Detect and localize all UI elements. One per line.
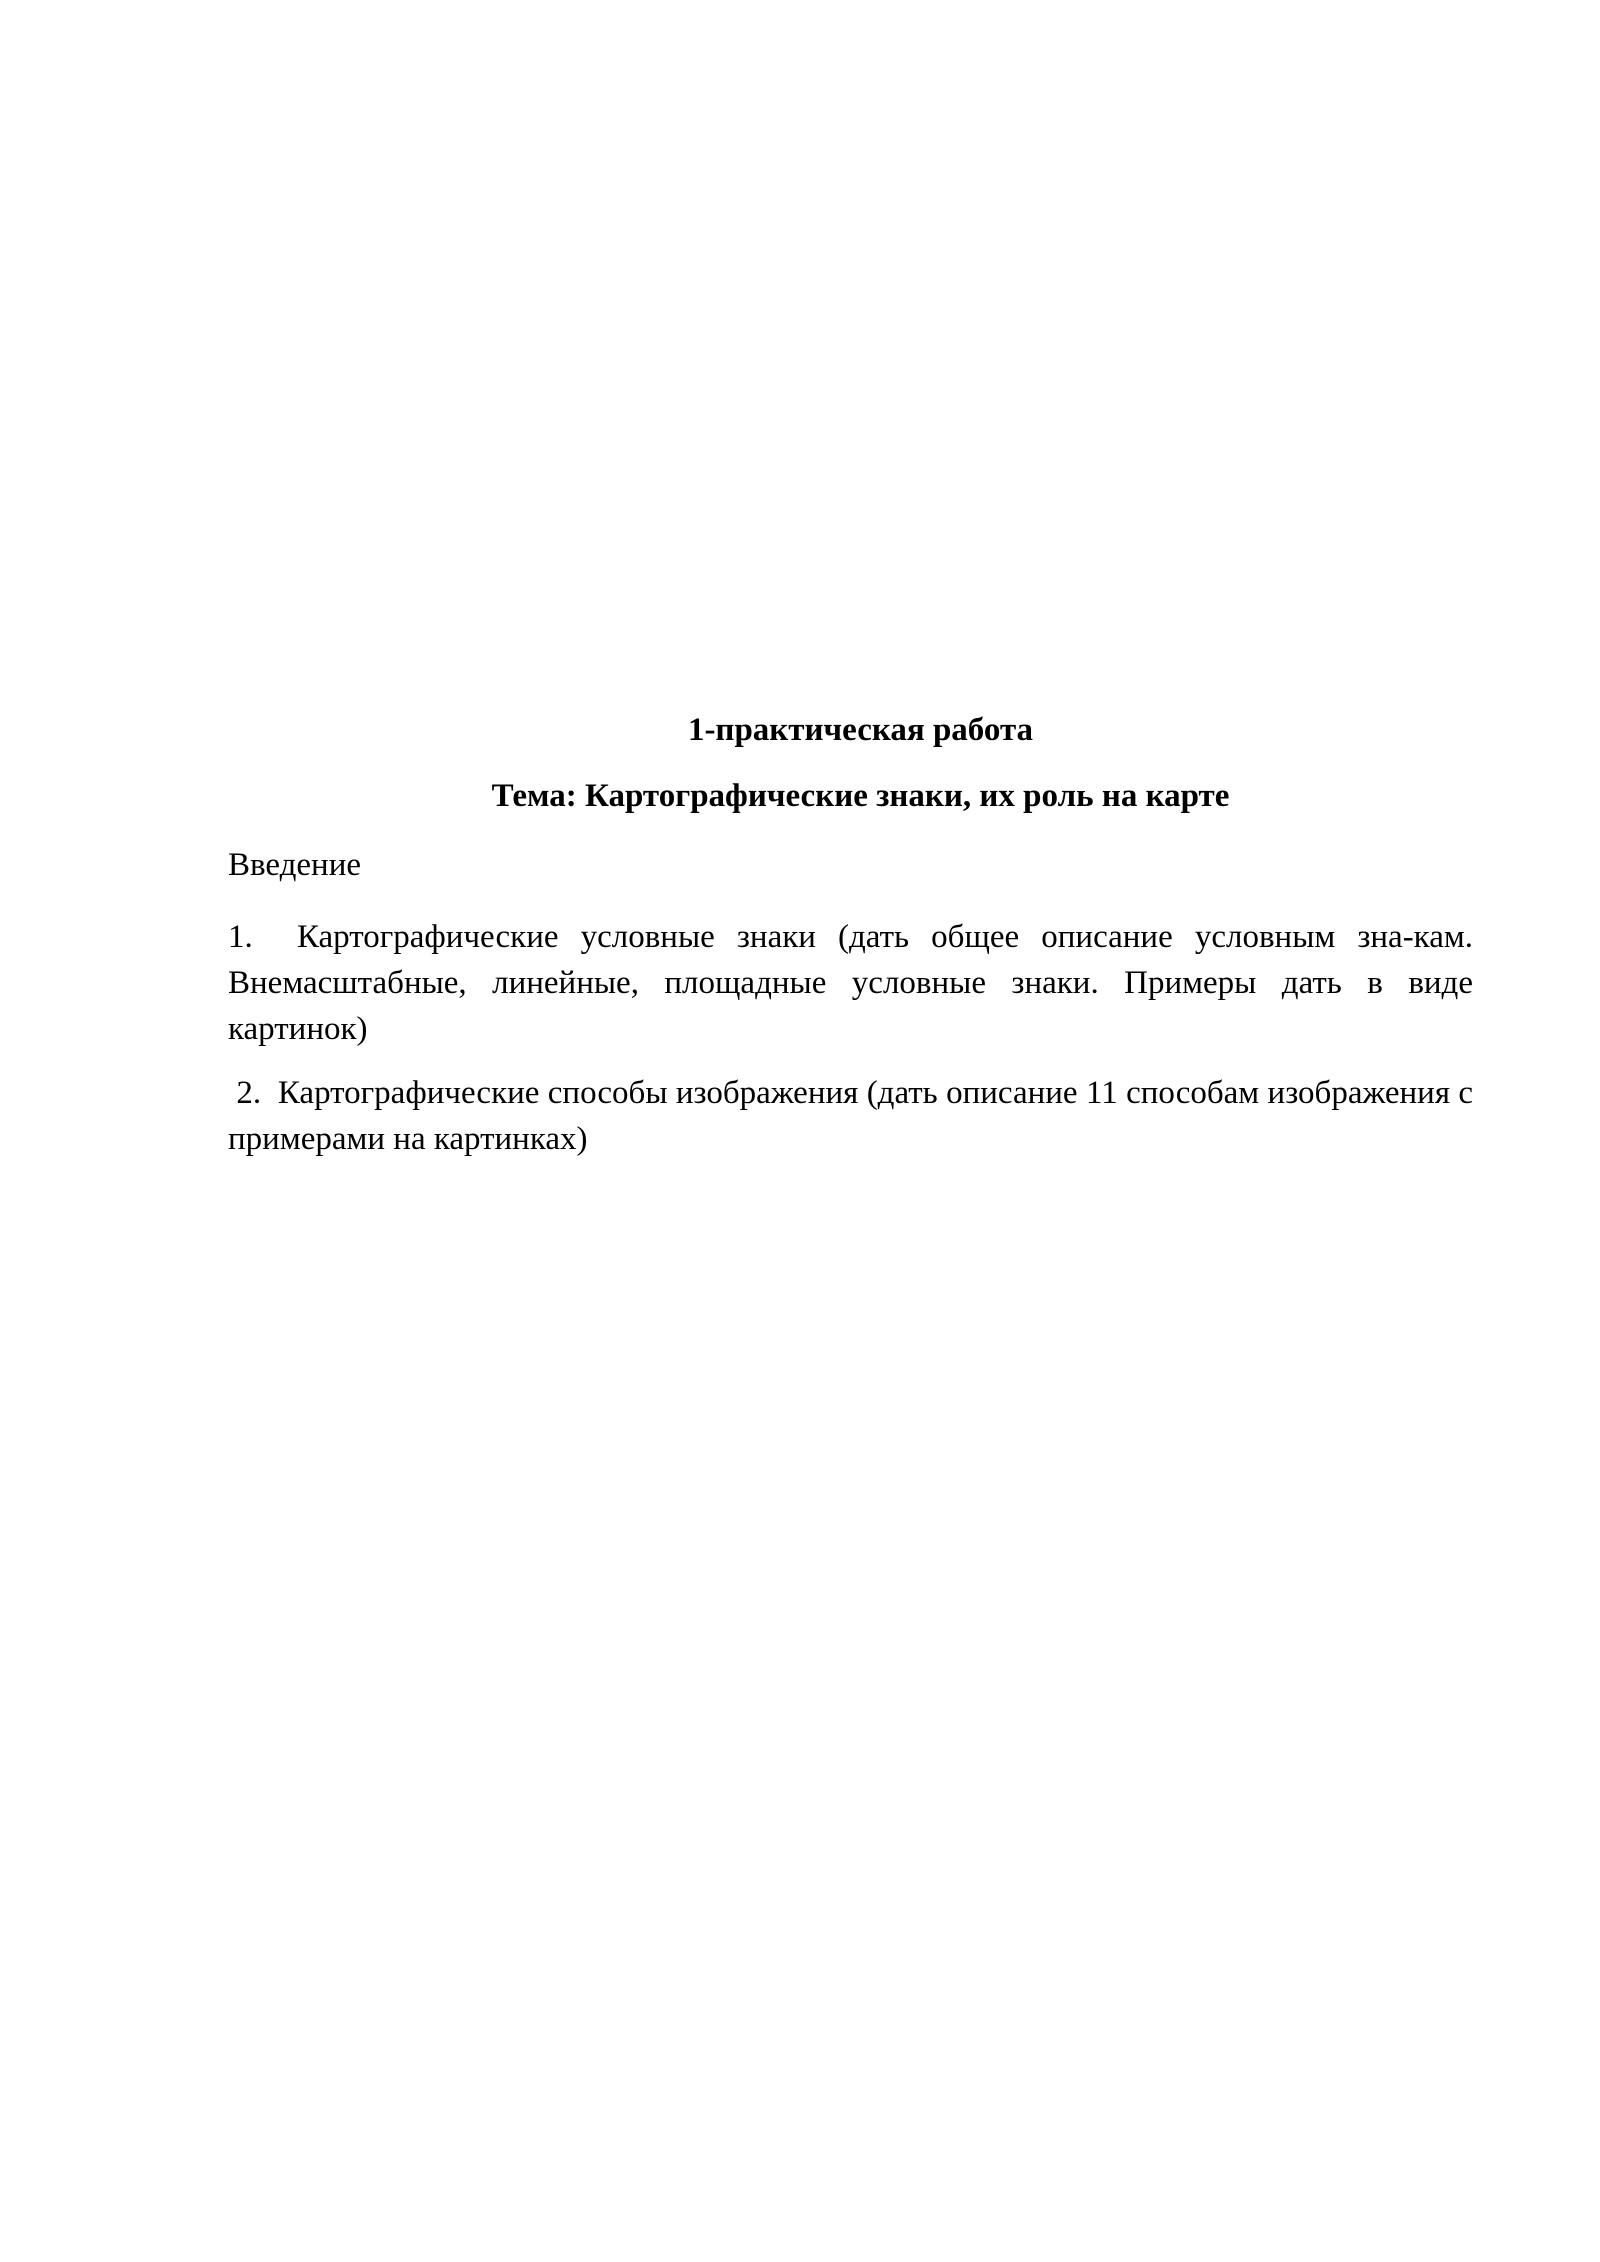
list-item-2 <box>228 1070 1473 1162</box>
list-item-text: Картографические условные знаки (дать общее описание условным зна-кам. Внемасштабные, линейные, площадные условные знаки. Примеры дать в виде картинок) <box>228 919 1473 1047</box>
document-title: 1-практическая работа <box>687 712 1034 748</box>
document-topic: Тема: Картографические знаки, их роль на карте <box>491 778 1230 814</box>
intro-heading: Введение <box>228 847 362 883</box>
list-item-number: 1. <box>228 919 253 955</box>
document-body <box>228 710 1473 1180</box>
list-item-text: Картографические способы изображения (дать описание 11 способам изображения с примерами на картинках) <box>228 1075 1474 1157</box>
list-item-number: 2. <box>236 1075 262 1111</box>
list-item-1 <box>228 914 1473 1052</box>
